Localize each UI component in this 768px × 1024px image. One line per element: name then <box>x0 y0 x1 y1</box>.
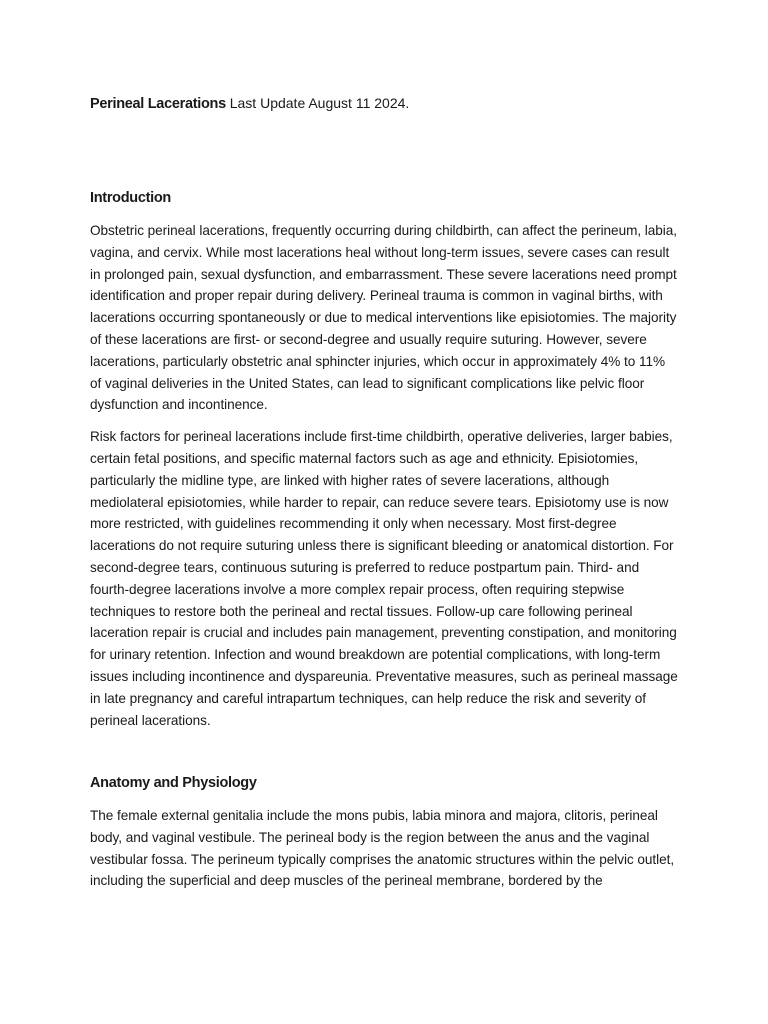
last-update-text: Last Update August 11 2024. <box>229 95 410 111</box>
anatomy-section <box>90 773 680 902</box>
introduction-paragraph-1: Obstetric perineal lacerations, frequently occurring during childbirth, can affect the perineum, labia, vagina, and cervix. While most lacerations heal without long-term issues, severe cases can result in prolonged pain, sexual dysfunction, and embarrassment. These severe lacerations need prompt identification and proper repair during delivery. Perineal trauma is common in vaginal births, with lacerations occurring spontaneously or due to medical interventions like episiotomies. The majority of these lacerations are first- or second-degree and usually require suturing. However, severe lacerations, particularly obstetric anal sphincter injuries, which occur in approximately 4% to 11% of vaginal deliveries in the United States, can lead to significant complications like pelvic floor dysfunction and incontinence. <box>90 223 678 413</box>
document-header <box>90 93 409 114</box>
anatomy-paragraph-1: The female external genitalia include the mons pubis, labia minora and majora, clitoris, perineal body, and vaginal vestibule. The perineal body is the region between the anus and the vaginal vestibular fossa. The perineum typically comprises the anatomic structures within the pelvic outlet, including the superficial and deep muscles of the perineal membrane, bordered by the <box>90 808 675 889</box>
introduction-section <box>90 188 680 741</box>
anatomy-heading: Anatomy and Physiology <box>90 775 257 791</box>
introduction-heading: Introduction <box>90 190 171 206</box>
introduction-paragraph-2: Risk factors for perineal lacerations include first-time childbirth, operative deliveries, larger babies, certain fetal positions, and specific maternal factors such as age and ethnicity. Episiotomies, particularly the midline type, are linked with higher rates of severe lacerations, although mediolateral episiotomies, while harder to repair, can reduce severe tears. Episiotomy use is now more restricted, with guidelines recommending it only when necessary. Most first-degree lacerations do not require suturing unless there is significant bleeding or anatomical distortion. For second-degree tears, continuous suturing is preferred to reduce postpartum pain. Third- and fourth-degree lacerations involve a more complex repair process, often requiring stepwise techniques to restore both the perineal and rectal tissues. Follow-up care following perineal laceration repair is crucial and includes pain management, preventing constipation, and monitoring for urinary retention. Infection and wound breakdown are potential complications, with long-term issues including incontinence and dyspareunia. Preventative measures, such as perineal massage in late pregnancy and careful intrapartum techniques, can help reduce the risk and severity of perineal lacerations. <box>90 429 678 728</box>
document-title: Perineal Lacerations <box>90 96 226 112</box>
